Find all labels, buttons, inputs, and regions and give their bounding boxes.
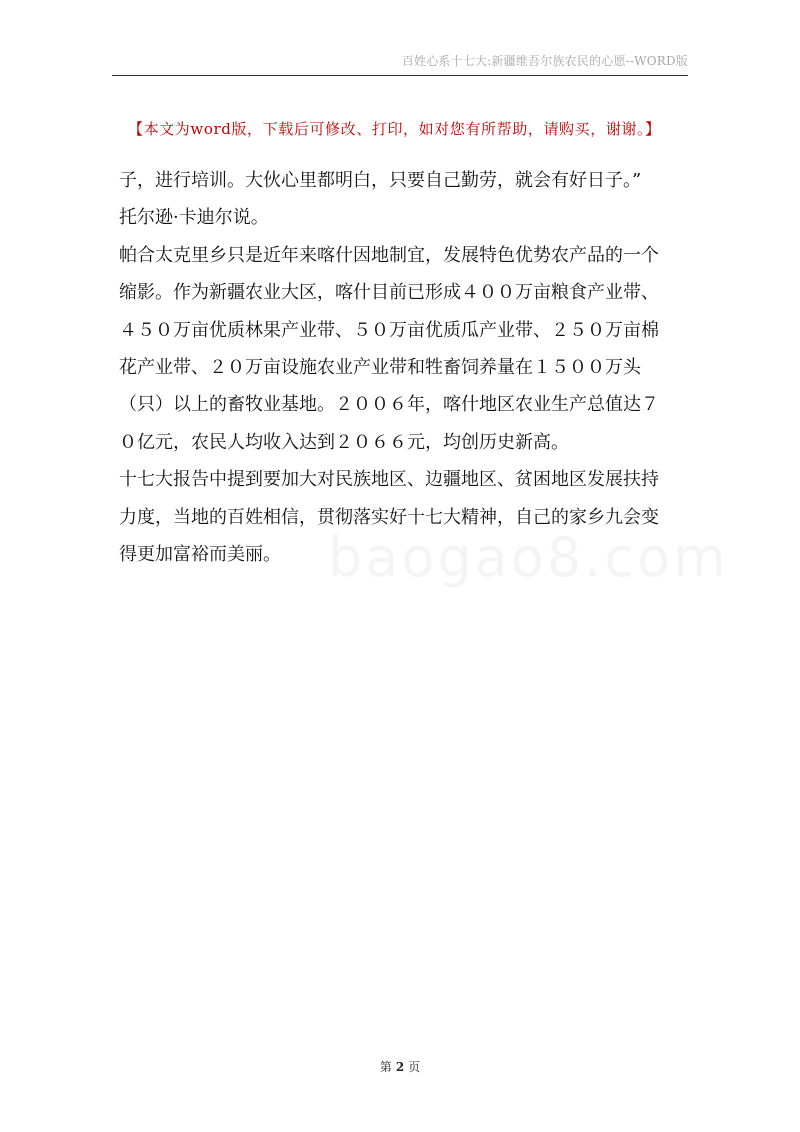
page-footer: [0, 1058, 800, 1075]
header-divider: [112, 75, 688, 76]
text-line: 帕合太克里乡只是近年来喀什因地制宜，发展特色优势农产品的一个: [119, 244, 659, 266]
text-line: 子，进行培训。大伙心里都明白，只要自己勤劳，就会有好日子。”: [119, 170, 642, 191]
document-body: [119, 162, 685, 573]
paragraph: [119, 162, 685, 237]
watermark: [328, 526, 729, 589]
text-line: 十七大报告中提到要加大对民族地区、边疆地区、贫困地区发展扶持: [119, 469, 659, 491]
text-line: ０亿元，农民人均收入达到２０６６元，均创历史新高。: [119, 431, 569, 453]
page-number-prefix: 第: [379, 1060, 392, 1074]
text-line: 托尔逊·卡迪尔说。: [119, 207, 269, 229]
header-title: 百姓心系十七大:新疆维吾尔族农民的心愿--WORD版: [401, 54, 688, 68]
text-line: 缩影。作为新疆农业大区，喀什目前已形成４００万亩粮食产业带、: [119, 282, 659, 304]
text-line: 得更加富裕而美丽。: [119, 544, 281, 566]
paragraph: [119, 237, 685, 461]
download-notice: 【本文为word版，下载后可修改、打印，如对您有所帮助，请购买，谢谢。】: [128, 120, 661, 138]
text-line: 力度，当地的百姓相信，贯彻落实好十七大精神，自己的家乡九会变: [119, 506, 659, 528]
page-number-suffix: 页: [408, 1060, 421, 1074]
text-line: ４５０万亩优质林果产业带、５０万亩优质瓜产业带、２５０万亩棉: [119, 319, 659, 341]
text-line: 花产业带、２０万亩设施农业产业带和牲畜饲养量在１５００万头: [119, 357, 641, 379]
page-header: [0, 0, 800, 80]
page-number: 2: [395, 1060, 405, 1074]
text-line: （只）以上的畜牧业基地。２００６年，喀什地区农业生产总值达７: [119, 394, 659, 416]
